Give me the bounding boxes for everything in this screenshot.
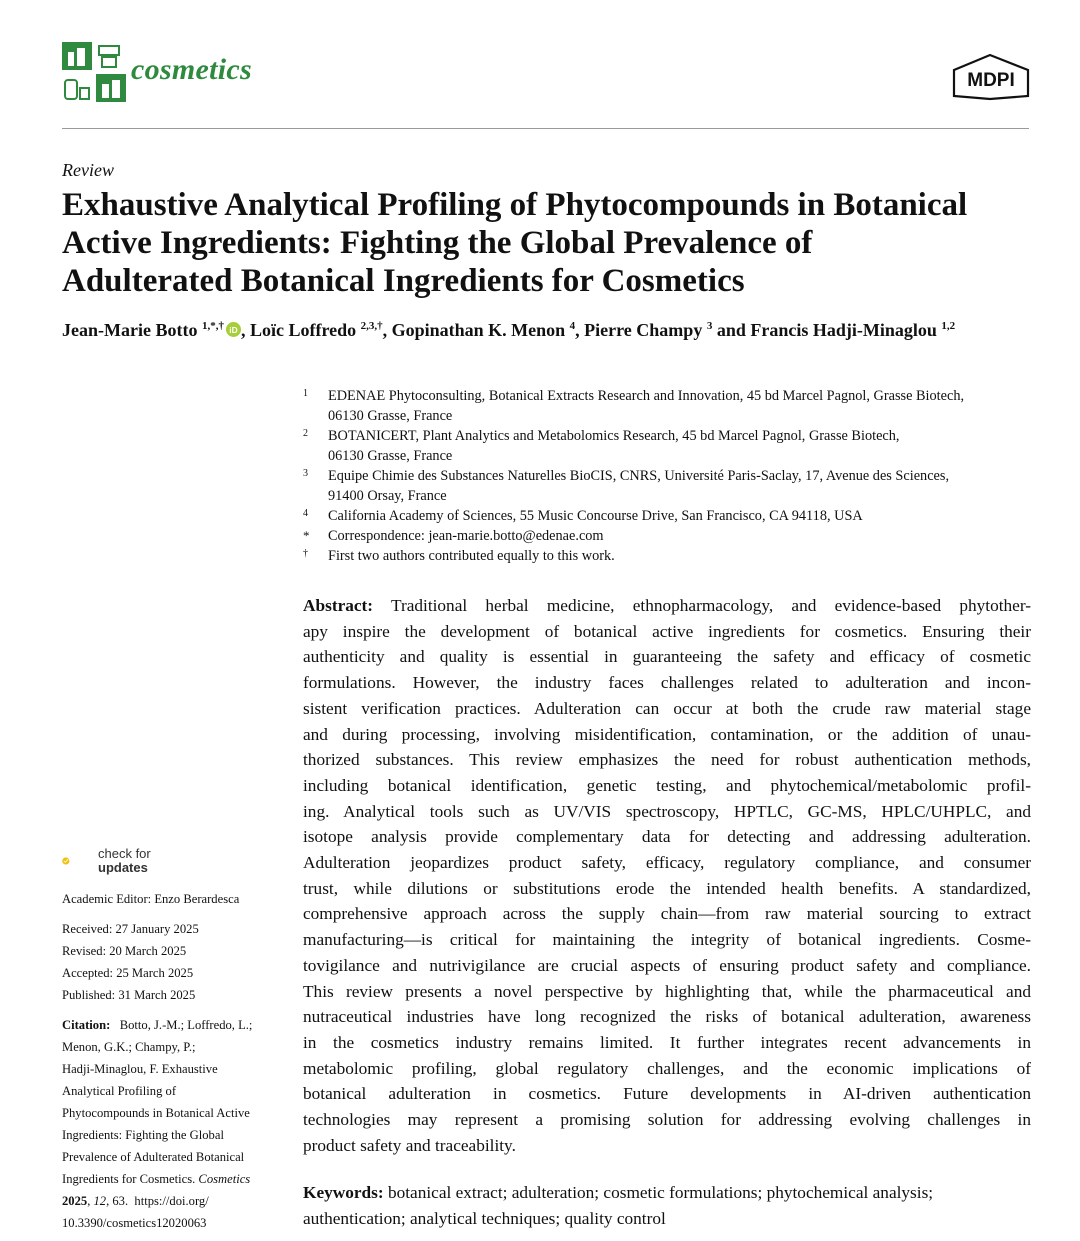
abstract-line: botanical adulteration in cosmetics. Future developments in AI-driven authentication	[303, 1084, 1031, 1104]
citation-text: Ingredients for Cosmetics.	[62, 1172, 196, 1186]
author-name[interactable]: Loïc Loffredo	[249, 320, 357, 340]
affiliation-mark: 1	[303, 388, 308, 399]
citation-line	[62, 1168, 277, 1190]
article-type: Review	[62, 160, 114, 180]
keywords	[303, 1180, 1038, 1232]
author-affiliation-marks: 2,3,†	[360, 320, 383, 332]
orcid-icon[interactable]	[226, 322, 241, 337]
correspondence-item	[303, 526, 1043, 546]
abstract-line: apy inspire the development of botanical active ingredients for cosmetics. Ensuring their	[303, 621, 1031, 641]
citation-doi[interactable]: https://doi.org/	[134, 1194, 209, 1208]
article-title	[62, 186, 1042, 300]
citation-doi-line[interactable]: 10.3390/cosmetics12020063	[62, 1216, 207, 1230]
check-for-updates-label[interactable]: updates	[98, 860, 148, 875]
abstract-line: formulations. However, the industry faces challenges related to adulteration and incon-	[303, 673, 1031, 693]
abstract-line	[303, 593, 1031, 619]
abstract-line: manufacturing—is critical for maintaining the integrity of botanical ingredients. Cosme-	[303, 930, 1031, 950]
affiliation-line: Equipe Chimie des Substances Naturelles BioCIS, CNRS, Université Paris-Saclay, 17, Avenue des Sciences,	[328, 468, 950, 484]
journal-logo-icon	[62, 42, 126, 102]
abstract-line: Adulteration jeopardizes product safety, efficacy, regulatory compliance, and consumer	[303, 853, 1031, 873]
abstract-line: thorized substances. This review emphasizes the need for robust authentication methods,	[303, 750, 1031, 770]
received-date: Received: 27 January 2025	[62, 922, 199, 936]
citation-line: Ingredients: Fighting the Global	[62, 1128, 224, 1142]
abstract-line: product safety and traceability.	[303, 1135, 516, 1155]
abstract-line: nutraceutical industries have long recognized the risks of botanical adulteration, awareness	[303, 1007, 1031, 1027]
abstract-line: and during processing, involving misidentification, contamination, or the addition of unau-	[303, 724, 1031, 744]
abstract-label: Abstract:	[303, 596, 374, 615]
abstract-line: sistent verification practices. Adulteration can occur at both the crude raw material stage	[303, 698, 1031, 718]
published-date: Published: 31 March 2025	[62, 988, 196, 1002]
author-affiliation-marks: 1,*,†	[201, 320, 224, 332]
abstract-line: authenticity and quality is essential in guaranteeing the safety and efficacy of cosmetic	[303, 647, 1031, 667]
affiliation-item	[303, 506, 1043, 526]
title-line: Adulterated Botanical Ingredients for Cosmetics	[62, 263, 745, 299]
abstract-line: technologies may represent a promising solution for addressing evolving challenges in	[303, 1110, 1031, 1130]
citation-block	[62, 1014, 277, 1234]
author-affiliation-marks: 4	[569, 320, 576, 332]
abstract-line: isotope analysis provide complementary data for detecting and addressing adulteration.	[303, 827, 1031, 847]
keywords-line: authentication; analytical techniques; quality control	[303, 1209, 666, 1228]
abstract	[303, 593, 1031, 1158]
affiliation-mark: 2	[303, 428, 308, 439]
revised-date: Revised: 20 March 2025	[62, 944, 187, 958]
title-line: Exhaustive Analytical Profiling of Phytocompounds in Botanical	[62, 187, 968, 223]
mdpi-logo-icon	[950, 52, 1032, 102]
author-affiliation-marks: 3	[706, 320, 713, 332]
citation-text: Botto, J.-M.; Loffredo, L.;	[119, 1018, 253, 1032]
publisher-name: MDPI	[967, 70, 1015, 91]
author-name[interactable]: Jean-Marie Botto	[62, 320, 198, 340]
citation-line: Prevalence of Adulterated Botanical	[62, 1150, 245, 1164]
header-divider	[62, 128, 1029, 129]
affiliation-line: 91400 Orsay, France	[328, 488, 447, 504]
author-name[interactable]: Pierre Champy	[584, 320, 703, 340]
correspondence-line[interactable]: Correspondence: jean-marie.botto@edenae.com	[328, 528, 604, 544]
note-line: First two authors contributed equally to this work.	[328, 548, 615, 564]
abstract-line: including botanical identification, genetic testing, and phytochemical/metabolomic profil-	[303, 775, 1031, 795]
author-name[interactable]: Francis Hadji-Minaglou	[750, 320, 937, 340]
abstract-line: trust, while dilutions or substitutions erode the intended health benefits. A standardized,	[303, 878, 1031, 898]
title-line: Active Ingredients: Fighting the Global Prevalence of	[62, 225, 813, 261]
citation-line	[62, 1014, 277, 1036]
check-for-updates-icon[interactable]	[62, 843, 98, 879]
citation-journal: Cosmetics	[198, 1172, 251, 1186]
citation-line: 2025, 12, 63. https://doi.org/	[62, 1194, 209, 1208]
affiliation-item	[303, 386, 1043, 426]
affiliation-item	[303, 466, 1043, 506]
affiliation-line: 06130 Grasse, France	[328, 408, 453, 424]
citation-line: Analytical Profiling of	[62, 1084, 177, 1098]
author-list: Jean-Marie Botto $^{1,*,\dagger}$ iD , Loïc Loffredo $^{2,3,\dagger}$, Gopinathan K. Menon $^4$, Pierre Champy $^3$ and Francis Hadji-Minaglou $^{1,2}$	[62, 320, 956, 340]
equal-contribution-note	[303, 546, 1043, 566]
citation-line: Hadji-Minaglou, F. Exhaustive	[62, 1062, 218, 1076]
keywords-label: Keywords:	[303, 1183, 384, 1202]
keywords-line	[303, 1180, 1038, 1206]
journal-name: cosmetics	[131, 53, 253, 86]
academic-editor: Academic Editor: Enzo Berardesca	[62, 892, 240, 906]
abstract-line: tovigilance and nutrivigilance are crucial aspects of ensuring product safety and compliance.	[303, 955, 1031, 975]
affiliation-mark: *	[303, 528, 310, 543]
affiliation-line: EDENAE Phytoconsulting, Botanical Extracts Research and Innovation, 45 bd Marcel Pagnol, Grasse Biotech,	[328, 388, 965, 404]
affiliation-mark: 4	[303, 508, 308, 519]
affiliation-line: 06130 Grasse, France	[328, 448, 453, 464]
accepted-date: Accepted: 25 March 2025	[62, 966, 194, 980]
article-info-sidebar	[62, 888, 282, 1234]
citation-line: Menon, G.K.; Champy, P.;	[62, 1040, 196, 1054]
citation-volume: 12	[93, 1194, 107, 1208]
author-name[interactable]: Gopinathan K. Menon	[391, 320, 566, 340]
citation-line: Phytocompounds in Botanical Active	[62, 1106, 250, 1120]
affiliation-line: California Academy of Sciences, 55 Music Concourse Drive, San Francisco, CA 94118, USA	[328, 508, 863, 524]
citation-year: 2025	[62, 1194, 88, 1208]
abstract-line: metabolomic profiling, global regulatory challenges, and the economic implications of	[303, 1058, 1031, 1078]
abstract-line: comprehensive approach across the supply chain—from raw material sourcing to extract	[303, 904, 1031, 924]
affiliation-mark: †	[303, 548, 308, 559]
abstract-line: This review presents a novel perspective by highlighting that, while the pharmaceutical and	[303, 981, 1031, 1001]
check-for-updates-label[interactable]: check for	[98, 846, 151, 861]
abstract-line: in the cosmetics industry remains limited. It further integrates recent advancements in	[303, 1032, 1031, 1052]
affiliation-mark: 3	[303, 468, 308, 479]
affiliation-item	[303, 426, 1043, 466]
affiliation-line: BOTANICERT, Plant Analytics and Metabolomics Research, 45 bd Marcel Pagnol, Grasse Biotech,	[328, 428, 900, 444]
abstract-text: Traditional herbal medicine, ethnopharmacology, and evidence-based phytother-	[391, 596, 1031, 615]
affiliation-list	[303, 386, 1043, 566]
keywords-text: botanical extract; adulteration; cosmetic formulations; phytochemical analysis;	[387, 1183, 934, 1202]
svg-text:iD: iD	[229, 324, 238, 335]
author-affiliation-marks: 1,2	[941, 320, 956, 332]
citation-rest: , 63.	[106, 1194, 129, 1208]
author-conjunction: and	[716, 320, 746, 340]
abstract-line: ing. Analytical tools such as UV/VIS spectroscopy, HPTLC, GC-MS, HPLC/UHPLC, and	[303, 801, 1031, 821]
citation-label: Citation:	[62, 1018, 111, 1032]
